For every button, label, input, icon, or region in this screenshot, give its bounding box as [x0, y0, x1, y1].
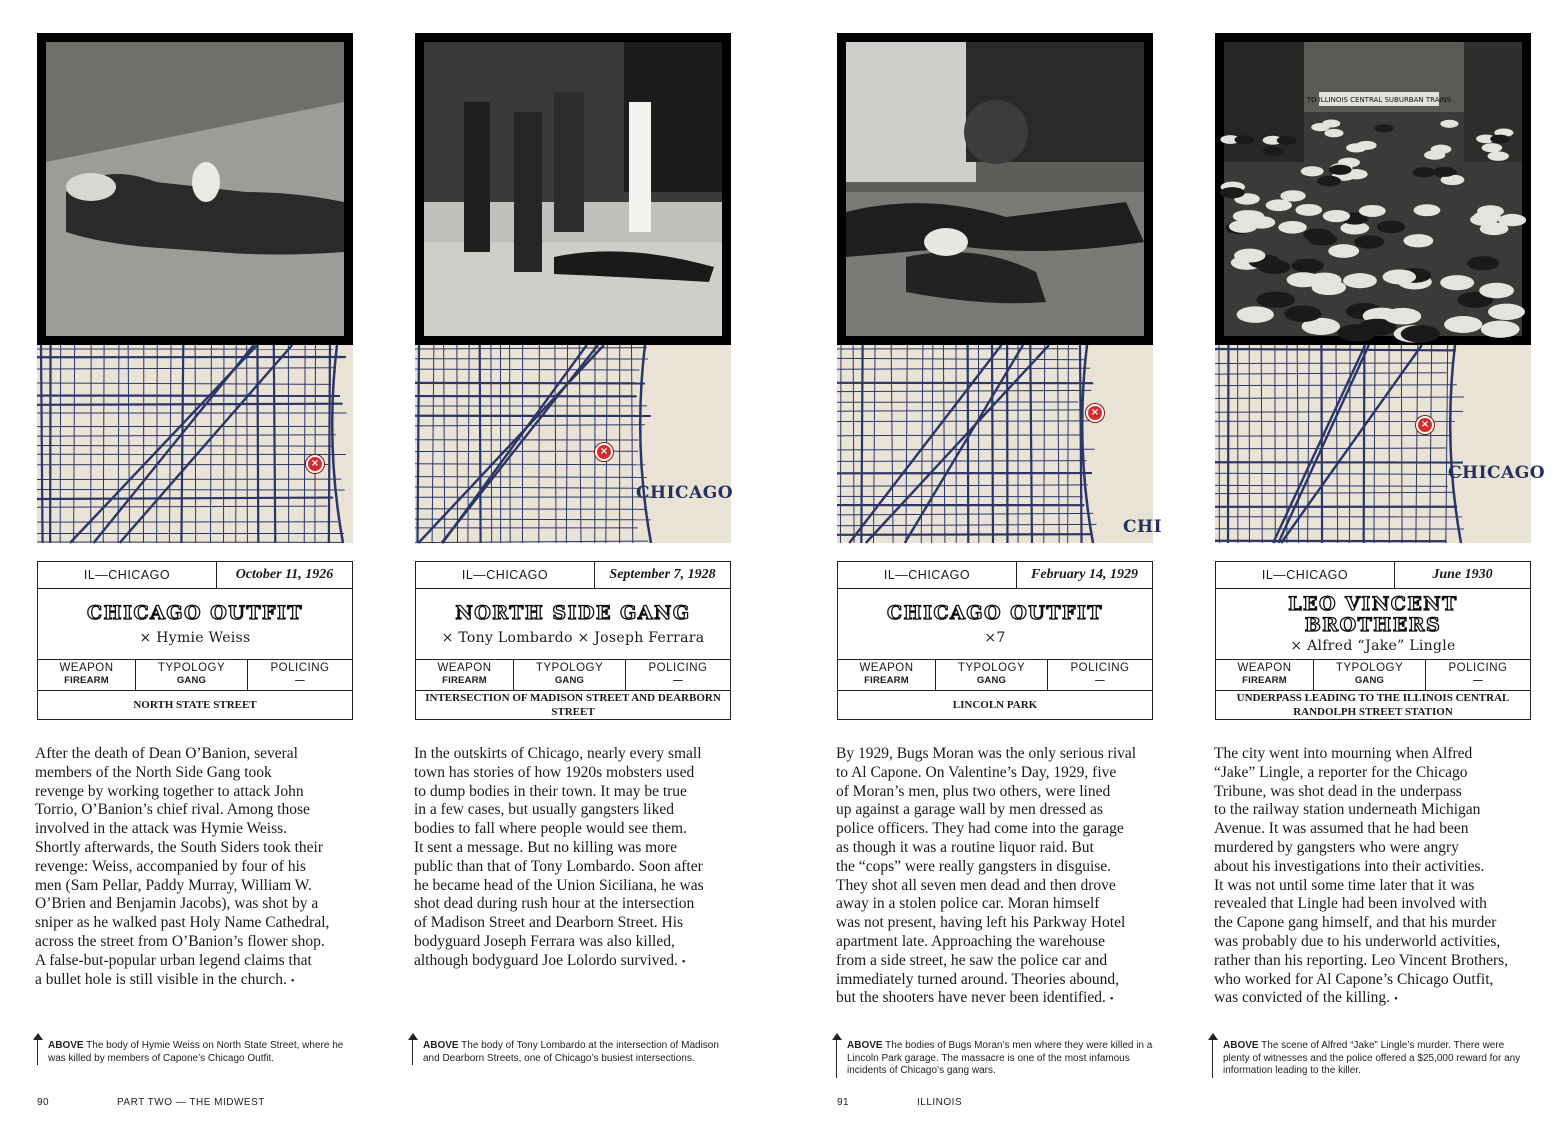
- body-text-4: [1214, 745, 1536, 1009]
- weapon-value: FIREARM: [64, 675, 109, 686]
- caption-text: The body of Tony Lombardo at the intersection of Madison and Dearborn Streets, one of Chicago’s busiest intersections.: [423, 1040, 719, 1064]
- arrow-up-icon: [408, 1033, 418, 1040]
- right-running-head: ILLINOIS: [917, 1097, 963, 1108]
- card-place: INTERSECTION OF MADISON STREET AND DEARBORN STREET: [425, 692, 721, 718]
- typology-label: TYPOLOGY: [1335, 662, 1404, 674]
- body-text-2: [414, 745, 736, 972]
- body-text-1: [35, 745, 357, 990]
- map-north-state-street: [37, 345, 353, 543]
- typology-label: TYPOLOGY: [535, 662, 604, 674]
- typology-label: TYPOLOGY: [157, 662, 226, 674]
- weapon-value: FIREARM: [1242, 675, 1287, 686]
- photo-hymie-weiss: [37, 33, 353, 345]
- policing-value: —: [1095, 675, 1105, 686]
- weapon-label: WEAPON: [1237, 662, 1292, 674]
- column-4: [1215, 33, 1546, 720]
- left-running-head: PART TWO — THE MIDWEST: [117, 1097, 265, 1108]
- map-lincoln-park: [837, 345, 1163, 543]
- policing-value: —: [1473, 675, 1483, 686]
- caption-text: The bodies of Bugs Moran’s men where they were killed in a Lincoln Park garage. The massacre is one of the most infamous incidents of Chicago’s gang wars.: [847, 1040, 1153, 1076]
- card-location: IL—CHICAGO: [1216, 562, 1395, 588]
- card-date: February 14, 1929: [1031, 567, 1138, 582]
- caption-text: The scene of Alfred “Jake” Lingle’s murder. There were plenty of witnesses and the police offered a $25,000 reward for any information leading to the killer.: [1223, 1040, 1521, 1076]
- weapon-label: WEAPON: [59, 662, 114, 674]
- typology-value: GANG: [976, 675, 1007, 686]
- arrow-up-icon: [832, 1033, 842, 1040]
- weapon-label: WEAPON: [437, 662, 492, 674]
- typology-field: [935, 660, 1047, 690]
- map-marker-icon: ×: [1416, 416, 1434, 434]
- typology-value: GANG: [554, 675, 585, 686]
- card-title: NORTH SIDE GANG: [455, 601, 691, 624]
- policing-value: —: [295, 675, 305, 686]
- typology-field: [513, 660, 625, 690]
- map-city-label: CHICAGO: [636, 483, 734, 503]
- end-mark: •: [1109, 993, 1114, 1006]
- map-city-label: CHICAGO: [1448, 463, 1546, 483]
- typology-field: [1313, 660, 1425, 690]
- card-date: June 1930: [1432, 567, 1493, 582]
- card-date: September 7, 1928: [609, 567, 716, 582]
- caption-lead: ABOVE: [48, 1040, 84, 1051]
- weapon-label: WEAPON: [859, 662, 914, 674]
- map-madison-dearborn: [415, 345, 734, 543]
- body-paragraph: After the death of Dean O’Banion, several members of the North Side Gang took revenge by working together to attack John Torrio, O’Banion’s chief rival. Among those involved in the attack was Hymie Weiss. Shortly afterwards, the South Siders took their revenge: Weiss, accompanied by four of his men (Sam Pellar, Paddy Murray, William W. O’Brien and Benjamin Jacobs), was shot by a sniper as he walked past Holy Name Cathedral, across the street from O’Banion’s flower shop. A false-but-popular urban legend claims that a bullet hole is still visible in the church.: [35, 745, 330, 988]
- weapon-value: FIREARM: [864, 675, 909, 686]
- card-title: CHICAGO OUTFIT: [87, 601, 303, 624]
- incident-card: [415, 561, 731, 720]
- column-2: [415, 33, 734, 720]
- weapon-field: [416, 660, 513, 690]
- map-marker-icon: ×: [595, 443, 613, 461]
- policing-label: POLICING: [1070, 662, 1130, 674]
- body-paragraph: The city went into mourning when Alfred “Jake” Lingle, a reporter for the Chicago Tribune, was shot dead in the underpass to the railway station underneath Michigan Avenue. It was assumed that he had been murdered by gangsters who were angry about his investigations into their activities. It was not until some time later that it was revealed that Lingle had been involved with the Capone gang himself, and that his murder was probably due to his underworld activities, rather than his reporting. Leo Vincent Brothers, who worked for Al Capone’s Chicago Outfit, was convicted of the killing.: [1214, 745, 1509, 1007]
- typology-value: GANG: [176, 675, 207, 686]
- card-place: UNDERPASS LEADING TO THE ILLINOIS CENTRAL RANDOLPH STREET STATION: [1236, 692, 1510, 718]
- policing-label: POLICING: [648, 662, 708, 674]
- weapon-field: [1216, 660, 1313, 690]
- body-paragraph: By 1929, Bugs Moran was the only serious rival to Al Capone. On Valentine’s Day, 1929, five of Moran’s men, plus two others, were lined up against a garage wall by men dressed as police officers. They had come into the garage as though it was a routine liquor raid. But the “cops” were really gangsters in disguise. They shot all seven men dead and then drove away in a stolen police car. Moran himself was not present, having left his Parkway Hotel apartment late. Approaching the warehouse from a side street, he saw the police car and immediately turned around. Theories abound, but the shooters have never been identified.: [836, 745, 1137, 1007]
- card-victims: × Tony Lombardo × Joseph Ferrara: [441, 629, 705, 646]
- caption-4: [1212, 1040, 1530, 1078]
- caption-3: [836, 1040, 1154, 1078]
- policing-label: POLICING: [270, 662, 330, 674]
- typology-field: [135, 660, 247, 690]
- policing-label: POLICING: [1448, 662, 1508, 674]
- end-mark: •: [290, 974, 295, 987]
- left-page-number: 90: [37, 1097, 50, 1108]
- body-text-3: [836, 745, 1158, 1009]
- card-victims: × Alfred “Jake” Lingle: [1290, 638, 1456, 654]
- policing-field: [1047, 660, 1152, 690]
- column-1: [37, 33, 353, 720]
- caption-2: [412, 1040, 730, 1065]
- policing-field: [625, 660, 730, 690]
- underpass-sign: TO ILLINOIS CENTRAL SUBURBAN TRAINS: [1306, 96, 1452, 104]
- weapon-field: [838, 660, 935, 690]
- caption-1: [37, 1040, 355, 1065]
- column-3: [837, 33, 1163, 720]
- end-mark: •: [1393, 993, 1398, 1006]
- map-marker-icon: ×: [306, 455, 324, 473]
- arrow-up-icon: [33, 1033, 43, 1040]
- weapon-field: [38, 660, 135, 690]
- card-victims: × Hymie Weiss: [139, 629, 251, 646]
- right-page-number: 91: [837, 1097, 850, 1108]
- policing-field: [1425, 660, 1530, 690]
- map-randolph-street-station: [1215, 345, 1546, 543]
- policing-value: —: [673, 675, 683, 686]
- incident-card: [1215, 561, 1531, 720]
- photo-tony-lombardo: [415, 33, 731, 345]
- card-victims: ×7: [984, 629, 1006, 646]
- card-location: IL—CHICAGO: [38, 562, 217, 588]
- caption-lead: ABOVE: [847, 1040, 883, 1051]
- policing-field: [247, 660, 352, 690]
- card-date: October 11, 1926: [235, 567, 334, 582]
- card-place: LINCOLN PARK: [952, 699, 1038, 711]
- arrow-up-icon: [1208, 1033, 1218, 1040]
- map-city-label: CHI: [1123, 517, 1163, 537]
- caption-lead: ABOVE: [1223, 1040, 1259, 1051]
- typology-label: TYPOLOGY: [957, 662, 1026, 674]
- card-place: NORTH STATE STREET: [133, 699, 257, 711]
- photo-lingle-crowd: [1215, 33, 1531, 345]
- incident-card: [837, 561, 1153, 720]
- card-location: IL—CHICAGO: [416, 562, 595, 588]
- photo-valentines-day-massacre: [837, 33, 1153, 345]
- caption-lead: ABOVE: [423, 1040, 459, 1051]
- incident-card: [37, 561, 353, 720]
- map-marker-icon: ×: [1086, 404, 1104, 422]
- card-title: CHICAGO OUTFIT: [887, 601, 1103, 624]
- end-mark: •: [681, 955, 686, 968]
- typology-value: GANG: [1354, 675, 1385, 686]
- card-location: IL—CHICAGO: [838, 562, 1017, 588]
- caption-text: The body of Hymie Weiss on North State Street, where he was killed by members of Capone’s Chicago Outfit.: [48, 1040, 344, 1064]
- card-title: LEO VINCENT BROTHERS: [1288, 593, 1458, 636]
- weapon-value: FIREARM: [442, 675, 487, 686]
- body-paragraph: In the outskirts of Chicago, nearly every small town has stories of how 1920s mobsters used to dump bodies in their town. It may be true in a few cases, but usually gangsters liked bodies to fall where people would see them. It sent a message. But no killing was more public than that of Tony Lombardo. Soon after he became head of the Union Siciliana, he was shot dead during rush hour at the intersection of Madison Street and Dearborn Street. His bodyguard Joseph Ferrara was also killed, although bodyguard Joe Lolordo survived.: [414, 745, 704, 969]
